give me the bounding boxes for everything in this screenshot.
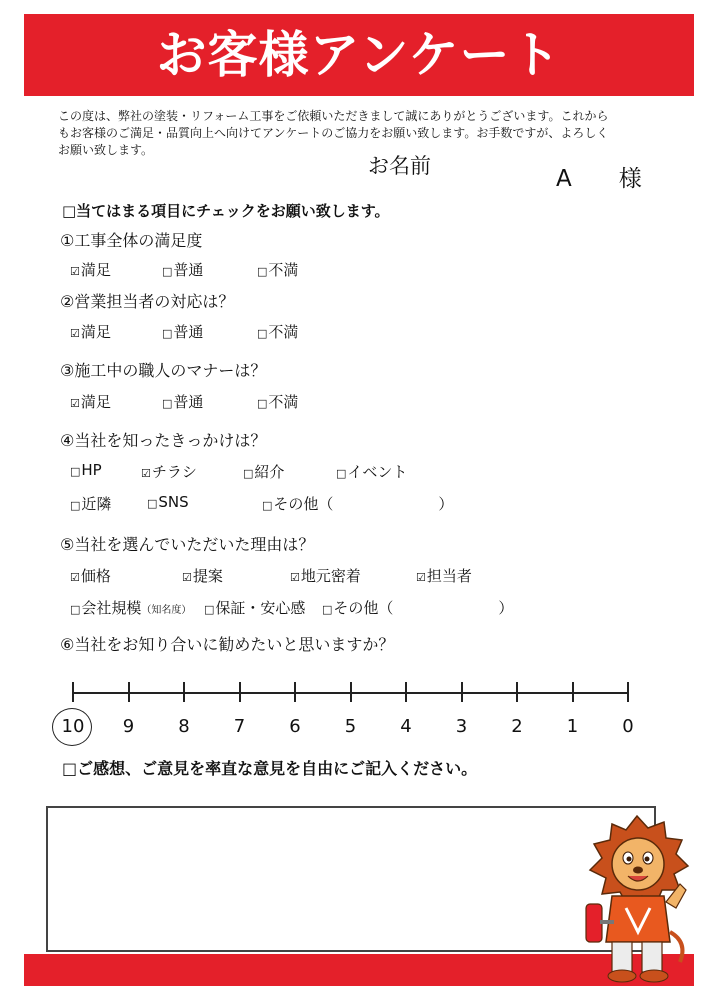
lion-mascot-icon xyxy=(582,812,692,984)
option-q2-satisfied[interactable]: ☑満足 xyxy=(70,323,111,341)
question-5: ⑤当社を選んでいただいた理由は？ xyxy=(60,535,315,554)
option-q4-event[interactable]: □イベント xyxy=(336,463,408,481)
checkbox-icon[interactable]: □ xyxy=(70,603,81,616)
option-q4-hp[interactable]: □HP xyxy=(70,461,102,479)
checked-box-icon[interactable]: ☑ xyxy=(70,265,80,278)
instruction-text: □当てはまる項目にチェックをお願い致します。 xyxy=(62,202,390,220)
checkbox-icon[interactable]: □ xyxy=(162,397,173,410)
checked-box-icon[interactable]: ☑ xyxy=(141,467,151,480)
checked-box-icon[interactable]: ☑ xyxy=(182,571,192,584)
page-title: お客様アンケート xyxy=(156,26,562,84)
scale-tick xyxy=(72,682,74,702)
scale-tick xyxy=(294,682,296,702)
name-value[interactable]: A 様 xyxy=(556,166,654,192)
scale-label-1[interactable]: 1 xyxy=(566,716,579,737)
comment-textarea[interactable] xyxy=(46,806,656,952)
option-q5-staff[interactable]: ☑担当者 xyxy=(416,567,472,585)
scale-label-4[interactable]: 4 xyxy=(400,716,412,737)
checkbox-icon[interactable]: □ xyxy=(70,465,81,478)
scale-label-8[interactable]: 8 xyxy=(178,716,190,737)
checkbox-icon[interactable]: □ xyxy=(257,265,268,278)
option-q5-company-size[interactable]: □会社規模（知名度） xyxy=(70,599,192,617)
checkbox-icon[interactable]: □ xyxy=(243,467,254,480)
scale-label-9[interactable]: 9 xyxy=(122,716,135,737)
scale-tick xyxy=(627,682,629,702)
checked-box-icon[interactable]: ☑ xyxy=(70,397,80,410)
option-q4-sns[interactable]: □SNS xyxy=(147,493,189,511)
checkbox-icon[interactable]: □ xyxy=(147,497,158,510)
checked-box-icon[interactable]: ☑ xyxy=(290,571,300,584)
option-q3-satisfied[interactable]: ☑満足 xyxy=(70,393,111,411)
option-q4-flyer[interactable]: ☑チラシ xyxy=(141,463,197,481)
scale-label-7[interactable]: 7 xyxy=(233,716,246,737)
option-q5-proposal[interactable]: ☑提案 xyxy=(182,567,223,585)
checkbox-icon[interactable]: □ xyxy=(162,327,173,340)
question-4: ④当社を知ったきっかけは？ xyxy=(60,431,267,450)
scale-tick xyxy=(461,682,463,702)
selected-rating-circle xyxy=(52,708,92,746)
option-q4-neighborhood[interactable]: □近隣 xyxy=(70,495,112,513)
option-q4-referral[interactable]: □紹介 xyxy=(243,463,285,481)
checkbox-icon[interactable]: □ xyxy=(204,603,215,616)
name-label: お名前 xyxy=(368,154,431,178)
scale-label-0[interactable]: 0 xyxy=(622,716,634,737)
checkbox-icon[interactable]: □ xyxy=(70,499,81,512)
checkbox-icon[interactable]: □ xyxy=(322,603,333,616)
scale-label-3[interactable]: 3 xyxy=(455,716,468,737)
question-6: ⑥当社をお知り合いに勧めたいと思いますか？ xyxy=(60,635,395,654)
option-q1-satisfied[interactable]: ☑満足 xyxy=(70,261,111,279)
scale-label-5[interactable]: 5 xyxy=(344,716,357,737)
scale-tick xyxy=(350,682,352,702)
option-q1-normal[interactable]: □普通 xyxy=(162,261,204,279)
option-q1-unsatisfied[interactable]: □不満 xyxy=(257,261,299,279)
question-1: ①工事全体の満足度 xyxy=(60,231,203,250)
comment-text[interactable] xyxy=(48,808,654,824)
scale-label-6[interactable]: 6 xyxy=(289,716,301,737)
note-text: （知名度） xyxy=(141,605,192,616)
scale-tick xyxy=(128,682,130,702)
option-q5-local[interactable]: ☑地元密着 xyxy=(290,567,361,585)
checkbox-icon[interactable]: □ xyxy=(162,265,173,278)
scale-tick xyxy=(405,682,407,702)
scale-tick xyxy=(183,682,185,702)
option-q5-price[interactable]: ☑価格 xyxy=(70,567,111,585)
option-q2-unsatisfied[interactable]: □不満 xyxy=(257,323,299,341)
scale-tick xyxy=(572,682,574,702)
option-q5-other[interactable]: □その他（ ） xyxy=(322,599,514,617)
option-q3-unsatisfied[interactable]: □不満 xyxy=(257,393,299,411)
option-q5-warranty[interactable]: □保証・安心感 xyxy=(204,599,306,617)
scale-tick xyxy=(239,682,241,702)
option-q4-other[interactable]: □その他（ ） xyxy=(262,495,454,513)
checkbox-icon[interactable]: □ xyxy=(336,467,347,480)
checkbox-icon[interactable]: □ xyxy=(257,397,268,410)
intro-text: この度は、弊社の塗装・リフォーム工事をご依頼いただきまして誠にありがとうございます。これからもお客様のご満足・品質向上へ向けてアンケートのご協力をお願い致します。お手数ですが、よろしくお願い致します。 xyxy=(58,109,609,157)
checkbox-icon[interactable]: □ xyxy=(262,499,273,512)
scale-tick xyxy=(516,682,518,702)
scale-label-2[interactable]: 2 xyxy=(511,716,523,737)
checked-box-icon[interactable]: ☑ xyxy=(70,327,80,340)
checkbox-icon[interactable]: □ xyxy=(257,327,268,340)
scale-label-10[interactable]: 10 xyxy=(61,716,85,737)
comment-title: □ご感想、ご意見を率直な意見を自由にご記入ください。 xyxy=(62,759,478,778)
option-q3-normal[interactable]: □普通 xyxy=(162,393,204,411)
checked-box-icon[interactable]: ☑ xyxy=(70,571,80,584)
question-2: ②営業担当者の対応は？ xyxy=(60,292,235,311)
option-q2-normal[interactable]: □普通 xyxy=(162,323,204,341)
question-3: ③施工中の職人のマナーは？ xyxy=(60,361,267,380)
checked-box-icon[interactable]: ☑ xyxy=(416,571,426,584)
